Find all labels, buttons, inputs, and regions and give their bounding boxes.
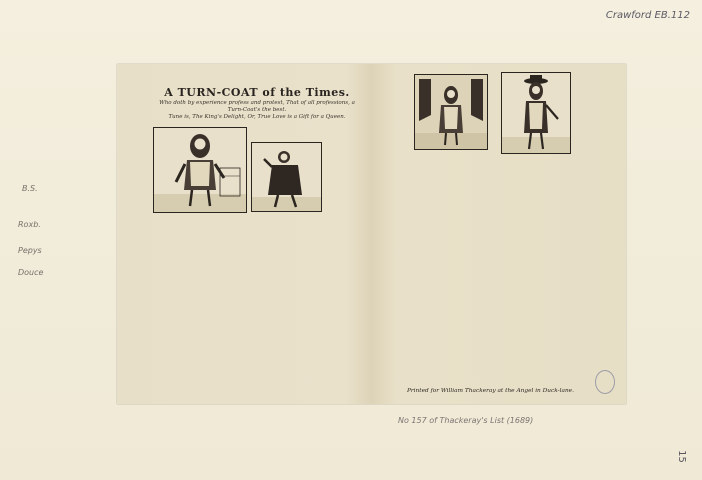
woodcut-interior-figure — [414, 74, 488, 150]
list-caption: No 157 of Thackeray's List (1689) — [398, 416, 534, 425]
pencil-note-bs: B.S. — [22, 184, 38, 193]
collection-label: Crawford EB.112 — [605, 10, 690, 21]
woodcut-man-with-hat — [501, 72, 571, 154]
library-stamp — [595, 370, 615, 394]
broadside-sheet — [117, 64, 626, 404]
ballad-title: A TURN-COAT of the Times. — [164, 86, 350, 99]
ballad-tune: Tune is, The King's Delight, Or, True Love is a Gift for a Queen. — [168, 114, 346, 120]
pencil-note-roxb: Roxb. — [18, 220, 41, 229]
woodcut-gentleman-1 — [153, 127, 247, 213]
pencil-note-pepys: Pepys — [18, 246, 42, 255]
imprint-line: Printed for William Thackeray at the Angel in Duck-lane. — [407, 388, 574, 394]
ballad-subtitle: Who doth by experience profess and protest, That of all professions, a Turn-Coat's the best. — [159, 100, 355, 113]
woodcut-cloaked-man — [251, 142, 322, 212]
page-number: 15 — [676, 450, 688, 463]
pencil-note-douce: Douce — [18, 268, 44, 277]
